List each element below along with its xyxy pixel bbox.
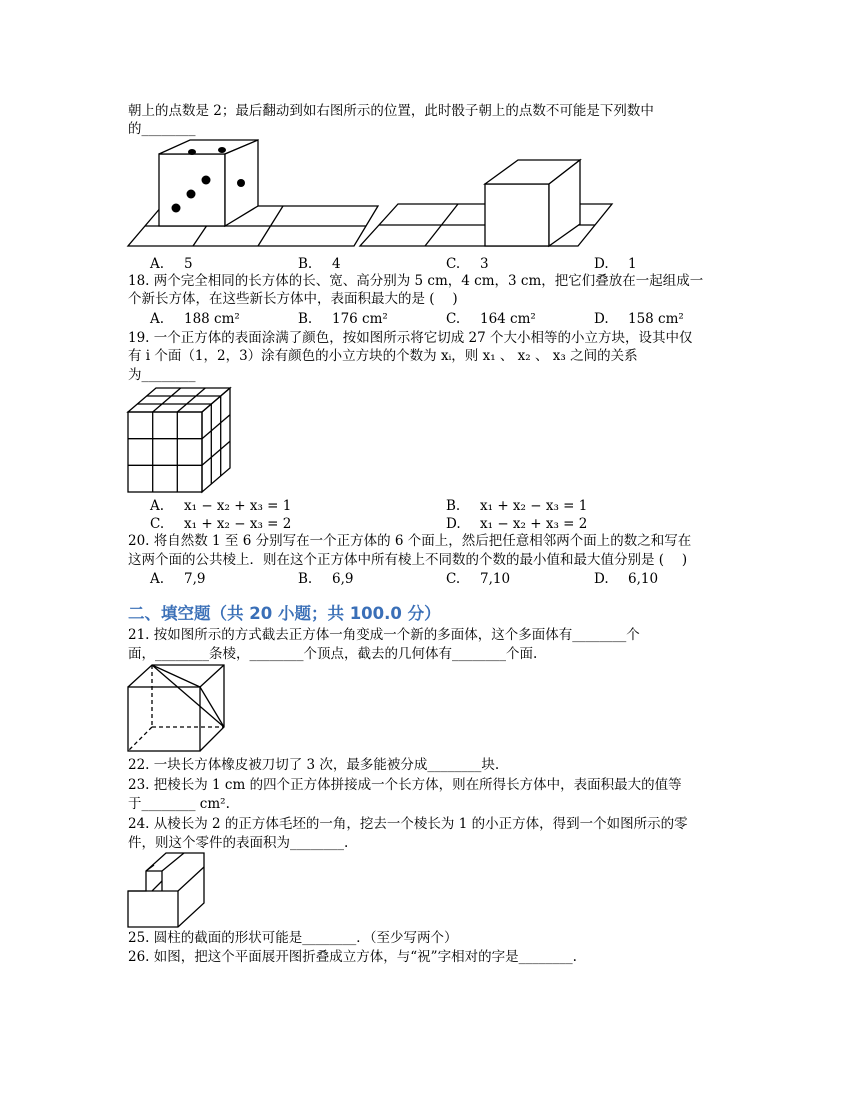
q20-option-d: [594, 571, 658, 587]
dice-pip: [172, 204, 181, 213]
option-text: 158 cm²: [628, 311, 684, 327]
dice-pip: [202, 176, 211, 185]
q20-line-2: 这两个面的公共棱上．则在这个正方体中所有棱上不同数的个数的最小值和最大值分别是 ( ): [128, 552, 688, 568]
q23-line-1: 23. 把棱长为 1 cm 的四个正方体拼接成一个长方体，则在所得长方体中，表面积最大的值等: [128, 777, 682, 793]
option-key: D.: [594, 571, 609, 587]
q18-option-a: [150, 311, 240, 327]
q18-option-b: [298, 311, 388, 327]
q20-option-a: [150, 571, 205, 587]
option-key: D.: [594, 311, 609, 327]
q20-option-b: [298, 571, 353, 587]
q24-line-2: 件，则这个零件的表面积为________.: [128, 835, 349, 851]
q21-line-1: 21. 按如图所示的方式截去正方体一角变成一个新的多面体，这个多面体有________个: [128, 627, 640, 643]
option-key: C.: [446, 311, 461, 327]
option-key: B.: [298, 311, 313, 327]
option-key: A.: [150, 256, 165, 272]
option-text: 7,9: [184, 571, 206, 587]
option-text: 3: [480, 256, 489, 272]
option-text: 6,10: [628, 571, 659, 587]
option-key: B.: [446, 498, 461, 514]
option-key: B.: [298, 256, 313, 272]
option-key: A.: [150, 571, 165, 587]
notched-cube-figure: [128, 853, 206, 929]
option-text: 4: [332, 256, 341, 272]
option-key: A.: [150, 311, 165, 327]
q17-option-c: [446, 256, 489, 272]
q19-line-3: 为________: [128, 367, 196, 383]
q17-option-a: [150, 256, 193, 272]
q18-line-1: 18. 两个完全相同的长方体的长、宽、高分别为 5 cm，4 cm，3 cm，把它们叠放在一起组成一: [128, 273, 704, 289]
option-text: 1: [628, 256, 637, 272]
q19-option-a: [150, 498, 291, 514]
q21-line-2: 面，________条棱，________个顶点，截去的几何体有________个面.: [128, 646, 538, 662]
truncated-cube-figure: [128, 665, 226, 753]
q19-option-c: [150, 516, 291, 532]
q23-line-2: 于________ cm².: [128, 796, 230, 812]
option-key: C.: [150, 516, 165, 532]
cube-front: [485, 184, 549, 246]
q19-line-1: 19. 一个正方体的表面涂满了颜色，按如图所示将它切成 27 个大小相等的小立方块，设其中仅: [128, 330, 693, 346]
option-key: A.: [150, 498, 165, 514]
option-text: 188 cm²: [184, 311, 240, 327]
q19-option-d: [446, 516, 587, 532]
dice-pip: [188, 149, 196, 155]
q20-line-1: 20. 将自然数 1 至 6 分别写在一个正方体的 6 个面上，然后把任意相邻两个面上的数之和写在: [128, 533, 692, 549]
option-key: D.: [446, 516, 461, 532]
q22-line-1: 22. 一块长方体橡皮被刀切了 3 次，最多能被分成________块.: [128, 757, 500, 773]
section-heading: 二、填空题（共 20 小题；共 100.0 分）: [128, 604, 441, 623]
q17-line-1: 朝上的点数是 2；最后翻动到如右图所示的位置，此时骰子朝上的点数不可能是下列数中: [128, 103, 654, 119]
rubik-cube-figure: [128, 388, 232, 494]
dice-pip: [218, 147, 226, 153]
q17-option-d: [594, 256, 637, 272]
q19-option-b: [446, 498, 587, 514]
option-key: D.: [594, 256, 609, 272]
option-text: x₁ + x₂ − x₃ = 1: [480, 498, 588, 514]
q25-line-1: 25. 圆柱的截面的形状可能是________．（至少写两个）: [128, 930, 458, 946]
option-text: 164 cm²: [480, 311, 536, 327]
dice-rolling-figure: [128, 140, 618, 250]
option-text: 5: [184, 256, 193, 272]
q18-option-d: [594, 311, 684, 327]
option-text: x₁ + x₂ − x₃ = 2: [184, 516, 292, 532]
q26-line-1: 26. 如图，把这个平面展开图折叠成立方体，与“祝”字相对的字是________.: [128, 949, 577, 965]
option-text: 176 cm²: [332, 311, 388, 327]
option-key: B.: [298, 571, 313, 587]
q17-line-2: 的________: [128, 121, 196, 137]
q20-option-c: [446, 571, 510, 587]
option-text: x₁ − x₂ + x₃ = 2: [480, 516, 588, 532]
option-key: C.: [446, 571, 461, 587]
q24-line-1: 24. 从棱长为 2 的正方体毛坯的一角，挖去一个棱长为 1 的小正方体，得到一个如图所示的零: [128, 816, 688, 832]
option-key: C.: [446, 256, 461, 272]
option-text: 6,9: [332, 571, 354, 587]
dice-pip: [237, 179, 245, 187]
q19-line-2: 有 i 个面（1，2，3）涂有颜色的小立方块的个数为 xᵢ，则 x₁ 、 x₂ 、 x₃ 之间的关系: [128, 348, 638, 364]
dice-pip: [187, 190, 196, 199]
option-text: 7,10: [480, 571, 511, 587]
q18-option-c: [446, 311, 536, 327]
q17-option-b: [298, 256, 341, 272]
option-text: x₁ − x₂ + x₃ = 1: [184, 498, 292, 514]
q18-line-2: 个新长方体，在这些新长方体中，表面积最大的是 ( ): [128, 291, 458, 307]
